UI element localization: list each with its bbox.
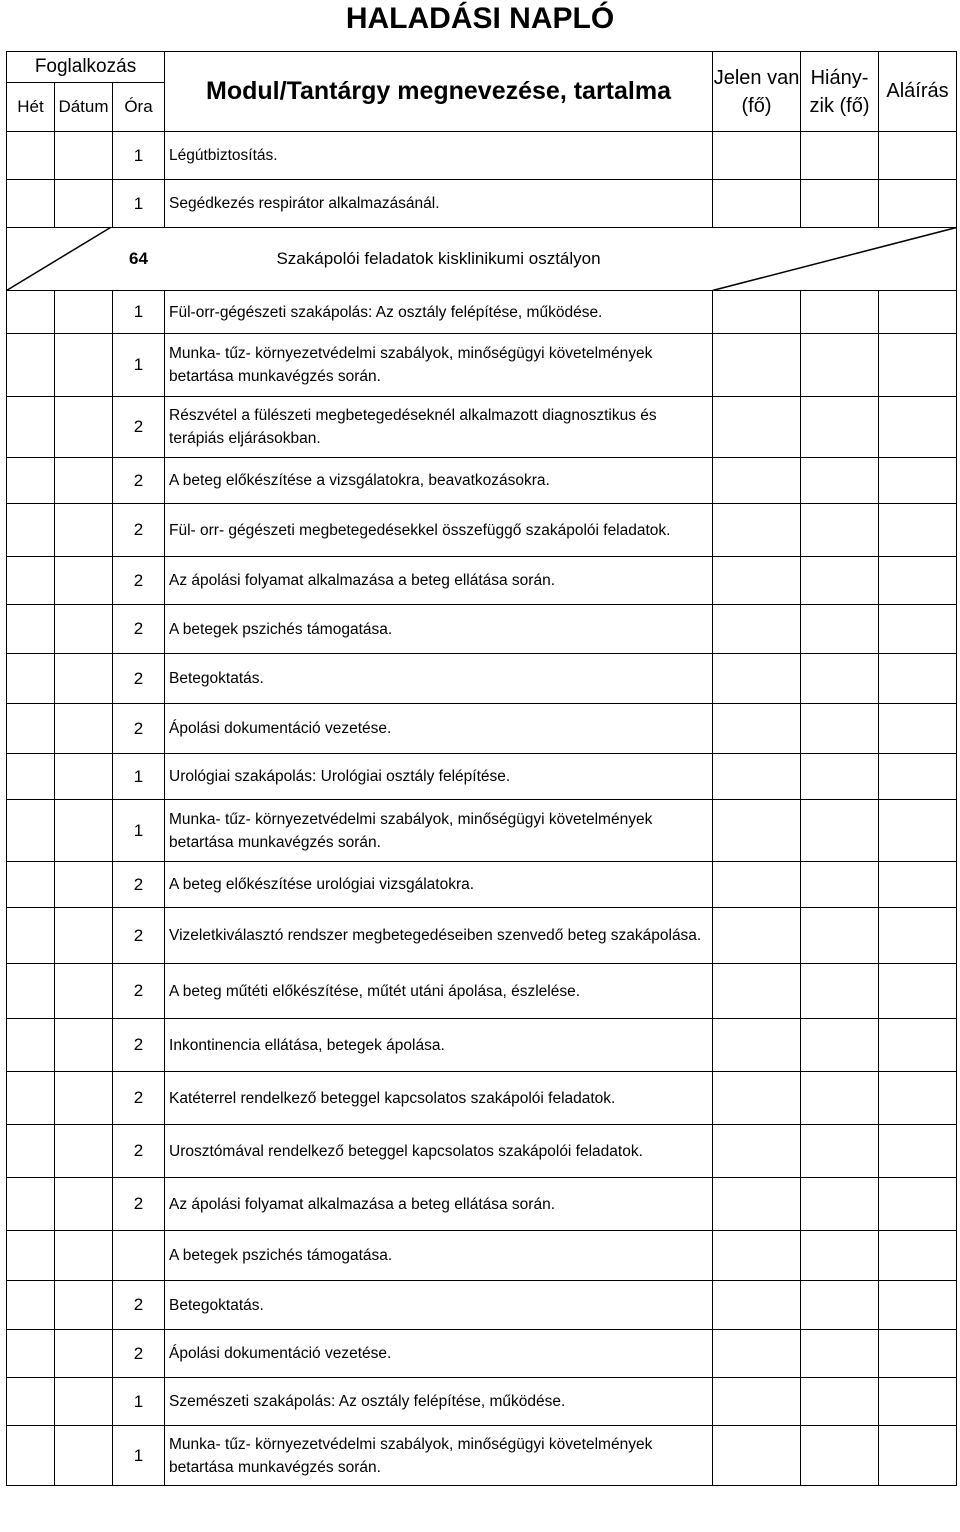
header-het: Hét bbox=[7, 83, 55, 132]
content-cell: A betegek pszichés támogatása. bbox=[165, 605, 713, 654]
het-cell bbox=[7, 1125, 55, 1178]
content-cell: Urológiai szakápolás: Urológiai osztály felépítése. bbox=[165, 754, 713, 800]
table-row bbox=[7, 1281, 957, 1330]
hiany-cell bbox=[801, 1019, 879, 1072]
content-cell: Az ápolási folyamat alkalmazása a beteg ellátása során. bbox=[165, 557, 713, 605]
het-cell bbox=[7, 1378, 55, 1426]
hiany-cell bbox=[801, 1330, 879, 1378]
table-row bbox=[7, 654, 957, 704]
het-cell bbox=[7, 1426, 55, 1486]
alairas-cell bbox=[879, 1178, 957, 1231]
het-cell bbox=[7, 1178, 55, 1231]
datum-cell bbox=[55, 908, 113, 964]
jelen-cell bbox=[713, 654, 801, 704]
content-cell: Munka- tűz- környezetvédelmi szabályok, minőségügyi követelmények betartása munkavégzés során. bbox=[165, 1426, 713, 1486]
het-cell bbox=[7, 605, 55, 654]
ora-cell: 1 bbox=[113, 800, 165, 862]
header-datum: Dátum bbox=[55, 83, 113, 132]
table-row bbox=[7, 1378, 957, 1426]
hiany-cell bbox=[801, 557, 879, 605]
header-foglalkozas: Foglalkozás bbox=[7, 52, 165, 83]
content-cell: Az ápolási folyamat alkalmazása a beteg ellátása során. bbox=[165, 1178, 713, 1231]
datum-cell bbox=[55, 557, 113, 605]
table-row bbox=[7, 1231, 957, 1281]
table-row bbox=[7, 180, 957, 228]
alairas-cell bbox=[879, 654, 957, 704]
jelen-cell bbox=[713, 1178, 801, 1231]
content-cell: Szakápolói feladatok kisklinikumi osztályon bbox=[165, 228, 713, 291]
het-cell bbox=[7, 908, 55, 964]
datum-cell bbox=[55, 1231, 113, 1281]
table-row bbox=[7, 908, 957, 964]
ora-cell: 2 bbox=[113, 964, 165, 1019]
jelen-cell bbox=[713, 1426, 801, 1486]
datum-cell bbox=[55, 1019, 113, 1072]
alairas-cell bbox=[879, 334, 957, 397]
hiany-cell bbox=[801, 964, 879, 1019]
content-cell: A beteg előkészítése urológiai vizsgálatokra. bbox=[165, 862, 713, 908]
datum-cell bbox=[55, 1072, 113, 1125]
datum-cell bbox=[55, 1330, 113, 1378]
alairas-cell bbox=[879, 1125, 957, 1178]
ora-cell: 2 bbox=[113, 1019, 165, 1072]
datum-cell bbox=[55, 1426, 113, 1486]
jelen-cell bbox=[713, 180, 801, 228]
header-row-1 bbox=[7, 52, 957, 83]
hiany-cell bbox=[801, 291, 879, 334]
table-row bbox=[7, 504, 957, 557]
hiany-cell bbox=[801, 1072, 879, 1125]
content-cell: Munka- tűz- környezetvédelmi szabályok, minőségügyi követelmények betartása munkavégzés során. bbox=[165, 334, 713, 397]
table-row bbox=[7, 132, 957, 180]
content-cell: Fül- orr- gégészeti megbetegedésekkel összefüggő szakápolói feladatok. bbox=[165, 504, 713, 557]
table-row bbox=[7, 862, 957, 908]
content-cell: Légútbiztosítás. bbox=[165, 132, 713, 180]
ora-cell: 2 bbox=[113, 397, 165, 458]
alairas-cell bbox=[879, 180, 957, 228]
ora-cell: 2 bbox=[113, 1330, 165, 1378]
jelen-cell bbox=[713, 800, 801, 862]
ora-cell: 2 bbox=[113, 862, 165, 908]
het-cell bbox=[7, 504, 55, 557]
content-cell: Szemészeti szakápolás: Az osztály felépítése, működése. bbox=[165, 1378, 713, 1426]
jelen-cell bbox=[713, 862, 801, 908]
ora-cell: 1 bbox=[113, 1426, 165, 1486]
header-module: Modul/Tantárgy megnevezése, tartalma bbox=[165, 52, 713, 132]
jelen-cell bbox=[713, 605, 801, 654]
jelen-cell bbox=[713, 1019, 801, 1072]
het-cell bbox=[7, 557, 55, 605]
het-cell bbox=[7, 397, 55, 458]
alairas-cell bbox=[879, 291, 957, 334]
header-alairas: Aláírás bbox=[879, 52, 957, 132]
hiany-cell bbox=[801, 862, 879, 908]
het-cell bbox=[7, 800, 55, 862]
table-row bbox=[7, 458, 957, 504]
datum-cell bbox=[55, 228, 113, 291]
table-row bbox=[7, 557, 957, 605]
datum-cell bbox=[55, 1178, 113, 1231]
datum-cell bbox=[55, 334, 113, 397]
alairas-cell bbox=[879, 1426, 957, 1486]
alairas-cell bbox=[879, 1330, 957, 1378]
table-row bbox=[7, 1072, 957, 1125]
hiany-cell bbox=[801, 1125, 879, 1178]
content-cell: Munka- tűz- környezetvédelmi szabályok, minőségügyi követelmények betartása munkavégzés során. bbox=[165, 800, 713, 862]
jelen-cell bbox=[713, 397, 801, 458]
alairas-cell bbox=[879, 458, 957, 504]
jelen-cell bbox=[713, 1281, 801, 1330]
hiany-cell bbox=[801, 605, 879, 654]
ora-cell: 2 bbox=[113, 1072, 165, 1125]
hiany-cell bbox=[801, 1426, 879, 1486]
datum-cell bbox=[55, 1125, 113, 1178]
hiany-cell bbox=[801, 704, 879, 754]
header-hiany-line2: zik (fő) bbox=[809, 94, 870, 117]
table-row bbox=[7, 397, 957, 458]
content-cell: Ápolási dokumentáció vezetése. bbox=[165, 1330, 713, 1378]
ora-cell: 2 bbox=[113, 654, 165, 704]
hiany-cell bbox=[801, 654, 879, 704]
hiany-cell bbox=[801, 228, 879, 291]
jelen-cell bbox=[713, 504, 801, 557]
datum-cell bbox=[55, 654, 113, 704]
datum-cell bbox=[55, 800, 113, 862]
jelen-cell bbox=[713, 1330, 801, 1378]
content-cell: A betegek pszichés támogatása. bbox=[165, 1231, 713, 1281]
het-cell bbox=[7, 654, 55, 704]
datum-cell bbox=[55, 704, 113, 754]
ora-cell: 2 bbox=[113, 1125, 165, 1178]
ora-cell: 1 bbox=[113, 291, 165, 334]
header-hianyzik bbox=[801, 52, 879, 132]
ora-cell: 2 bbox=[113, 1281, 165, 1330]
alairas-cell bbox=[879, 1281, 957, 1330]
table-row bbox=[7, 334, 957, 397]
hiany-cell bbox=[801, 908, 879, 964]
alairas-cell bbox=[879, 1378, 957, 1426]
ora-cell: 1 bbox=[113, 180, 165, 228]
het-cell bbox=[7, 1281, 55, 1330]
jelen-cell bbox=[713, 754, 801, 800]
het-cell bbox=[7, 754, 55, 800]
table-row bbox=[7, 1330, 957, 1378]
alairas-cell bbox=[879, 754, 957, 800]
table-row bbox=[7, 1125, 957, 1178]
hiany-cell bbox=[801, 800, 879, 862]
het-cell bbox=[7, 132, 55, 180]
alairas-cell bbox=[879, 605, 957, 654]
content-cell: Segédkezés respirátor alkalmazásánál. bbox=[165, 180, 713, 228]
het-cell bbox=[7, 291, 55, 334]
content-cell: Részvétel a fülészeti megbetegedéseknél alkalmazott diagnosztikus és terápiás eljárásokban. bbox=[165, 397, 713, 458]
jelen-cell bbox=[713, 908, 801, 964]
alairas-cell bbox=[879, 704, 957, 754]
table-row bbox=[7, 800, 957, 862]
alairas-cell bbox=[879, 1072, 957, 1125]
ora-cell: 2 bbox=[113, 704, 165, 754]
het-cell bbox=[7, 458, 55, 504]
jelen-cell bbox=[713, 291, 801, 334]
module-row bbox=[7, 228, 957, 291]
header-jelen-van bbox=[713, 52, 801, 132]
ora-cell: 1 bbox=[113, 754, 165, 800]
ora-cell: 2 bbox=[113, 908, 165, 964]
content-cell: Inkontinencia ellátása, betegek ápolása. bbox=[165, 1019, 713, 1072]
jelen-cell bbox=[713, 557, 801, 605]
datum-cell bbox=[55, 132, 113, 180]
datum-cell bbox=[55, 180, 113, 228]
jelen-cell bbox=[713, 1231, 801, 1281]
table-row bbox=[7, 1178, 957, 1231]
hiany-cell bbox=[801, 132, 879, 180]
het-cell bbox=[7, 704, 55, 754]
table-row bbox=[7, 964, 957, 1019]
hiany-cell bbox=[801, 1178, 879, 1231]
header-ora: Óra bbox=[113, 83, 165, 132]
table-row bbox=[7, 291, 957, 334]
ora-cell: 64 bbox=[113, 228, 165, 291]
datum-cell bbox=[55, 1281, 113, 1330]
alairas-cell bbox=[879, 862, 957, 908]
ora-cell bbox=[113, 1231, 165, 1281]
het-cell bbox=[7, 1019, 55, 1072]
hiany-cell bbox=[801, 1231, 879, 1281]
content-cell: Katéterrel rendelkező beteggel kapcsolatos szakápolói feladatok. bbox=[165, 1072, 713, 1125]
het-cell bbox=[7, 334, 55, 397]
header-hiany-line1: Hiány- bbox=[810, 66, 869, 89]
ora-cell: 2 bbox=[113, 1178, 165, 1231]
hiany-cell bbox=[801, 754, 879, 800]
hiany-cell bbox=[801, 180, 879, 228]
jelen-cell bbox=[713, 334, 801, 397]
ora-cell: 2 bbox=[113, 504, 165, 557]
datum-cell bbox=[55, 862, 113, 908]
hiany-cell bbox=[801, 1281, 879, 1330]
het-cell bbox=[7, 1072, 55, 1125]
ora-cell: 1 bbox=[113, 1378, 165, 1426]
datum-cell bbox=[55, 754, 113, 800]
hiany-cell bbox=[801, 334, 879, 397]
content-cell: Urosztómával rendelkező beteggel kapcsolatos szakápolói feladatok. bbox=[165, 1125, 713, 1178]
table-row bbox=[7, 704, 957, 754]
datum-cell bbox=[55, 291, 113, 334]
page-title: HALADÁSI NAPLÓ bbox=[345, 2, 615, 35]
header-jelen-line1: Jelen van bbox=[713, 66, 800, 89]
hiany-cell bbox=[801, 504, 879, 557]
jelen-cell bbox=[713, 132, 801, 180]
content-cell: Betegoktatás. bbox=[165, 654, 713, 704]
ora-cell: 1 bbox=[113, 334, 165, 397]
alairas-cell bbox=[879, 800, 957, 862]
hiany-cell bbox=[801, 397, 879, 458]
alairas-cell bbox=[879, 504, 957, 557]
content-cell: Betegoktatás. bbox=[165, 1281, 713, 1330]
content-cell: Ápolási dokumentáció vezetése. bbox=[165, 704, 713, 754]
datum-cell bbox=[55, 1378, 113, 1426]
datum-cell bbox=[55, 504, 113, 557]
datum-cell bbox=[55, 458, 113, 504]
header-jelen-line2: (fő) bbox=[741, 94, 772, 117]
datum-cell bbox=[55, 397, 113, 458]
alairas-cell bbox=[879, 397, 957, 458]
alairas-cell bbox=[879, 1231, 957, 1281]
alairas-cell bbox=[879, 964, 957, 1019]
alairas-cell bbox=[879, 908, 957, 964]
jelen-cell bbox=[713, 704, 801, 754]
het-cell bbox=[7, 862, 55, 908]
table-row bbox=[7, 605, 957, 654]
jelen-cell bbox=[713, 228, 801, 291]
jelen-cell bbox=[713, 964, 801, 1019]
content-cell: Fül-orr-gégészeti szakápolás: Az osztály felépítése, működése. bbox=[165, 291, 713, 334]
alairas-cell bbox=[879, 228, 957, 291]
ora-cell: 2 bbox=[113, 605, 165, 654]
jelen-cell bbox=[713, 458, 801, 504]
table-row bbox=[7, 754, 957, 800]
het-cell bbox=[7, 1231, 55, 1281]
datum-cell bbox=[55, 605, 113, 654]
hiany-cell bbox=[801, 1378, 879, 1426]
alairas-cell bbox=[879, 1019, 957, 1072]
het-cell bbox=[7, 1330, 55, 1378]
het-cell bbox=[7, 180, 55, 228]
het-cell bbox=[7, 964, 55, 1019]
alairas-cell bbox=[879, 132, 957, 180]
hiany-cell bbox=[801, 458, 879, 504]
ora-cell: 2 bbox=[113, 557, 165, 605]
progress-log-table bbox=[6, 51, 957, 1486]
content-cell: A beteg előkészítése a vizsgálatokra, beavatkozásokra. bbox=[165, 458, 713, 504]
datum-cell bbox=[55, 964, 113, 1019]
table-row bbox=[7, 1019, 957, 1072]
jelen-cell bbox=[713, 1378, 801, 1426]
ora-cell: 2 bbox=[113, 458, 165, 504]
content-cell: Vizeletkiválasztó rendszer megbetegedéseiben szenvedő beteg szakápolása. bbox=[165, 908, 713, 964]
content-cell: A beteg műtéti előkészítése, műtét utáni ápolása, észlelése. bbox=[165, 964, 713, 1019]
het-cell bbox=[7, 228, 55, 291]
jelen-cell bbox=[713, 1125, 801, 1178]
table-row bbox=[7, 1426, 957, 1486]
alairas-cell bbox=[879, 557, 957, 605]
jelen-cell bbox=[713, 1072, 801, 1125]
ora-cell: 1 bbox=[113, 132, 165, 180]
